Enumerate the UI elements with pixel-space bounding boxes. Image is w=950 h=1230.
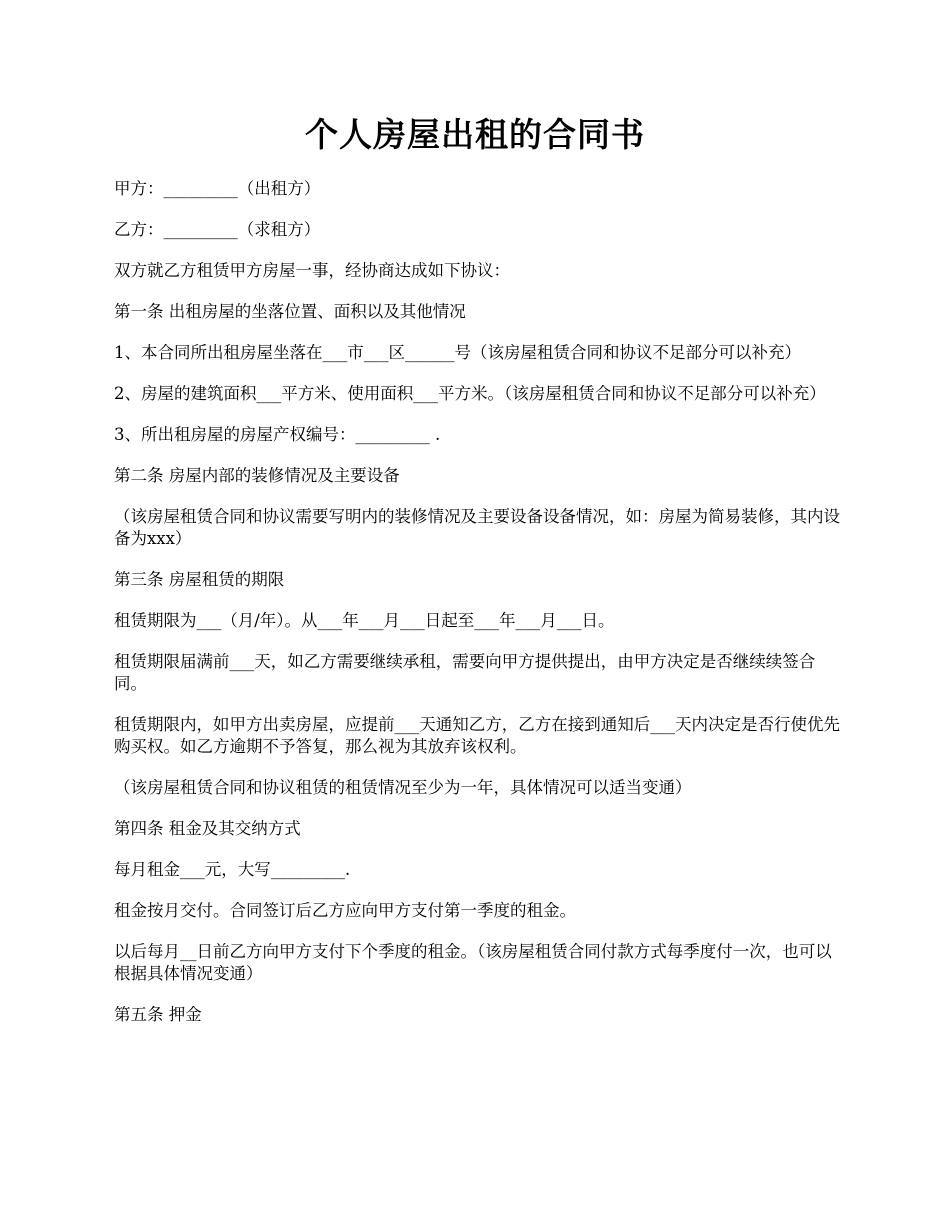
- article-4-heading: 第四条 租金及其交纳方式: [114, 819, 301, 838]
- article-3-note: （该房屋租赁合同和协议租赁的租赁情况至少为一年，具体情况可以适当变通）: [114, 778, 692, 797]
- article-4-monthly-rent: 每月租金___元，大写_________.: [114, 860, 351, 879]
- article-1-heading: 第一条 出租房屋的坐落位置、面积以及其他情况: [114, 302, 466, 321]
- party-a-line: 甲方：_________（出租方）: [114, 179, 321, 198]
- document-body: [114, 178, 844, 1045]
- document-title: 个人房屋出租的合同书: [305, 115, 645, 154]
- article-2-heading: 第二条 房屋内部的装修情况及主要设备: [114, 466, 400, 485]
- article-1-item-1: 1、本合同所出租房屋坐落在___市___区______号（该房屋租赁合同和协议不足部分可以补充）: [114, 343, 801, 362]
- article-3-renewal: 租赁期限届满前___天，如乙方需要继续承租，需要向甲方提供提出，由甲方决定是否继续续签合同。: [114, 652, 816, 693]
- article-2-note: （该房屋租赁合同和协议需要写明内的装修情况及主要设备设备情况，如：房屋为简易装修，其内设备为xxx）: [114, 507, 840, 548]
- article-3-heading: 第三条 房屋租赁的期限: [114, 570, 285, 589]
- article-1-item-2: 2、房屋的建筑面积___平方米、使用面积___平方米。（该房屋租赁合同和协议不足部分可以补充）: [114, 384, 826, 403]
- article-5-heading: 第五条 押金: [114, 1005, 202, 1024]
- agreement-intro: 双方就乙方租赁甲方房屋一事，经协商达成如下协议：: [114, 261, 510, 280]
- article-3-term: 租赁期限为___（月/年）。从___年___月___日起至___年___月___日。: [114, 611, 615, 630]
- article-4-schedule: 以后每月__日前乙方向甲方支付下个季度的租金。（该房屋租赁合同付款方式每季度付一次，也可以根据具体情况变通）: [114, 942, 832, 983]
- party-b-line: 乙方：_________（求租方）: [114, 220, 321, 239]
- article-3-sale: 租赁期限内，如甲方出卖房屋，应提前___天通知乙方，乙方在接到通知后___天内决定是否行使优先购买权。如乙方逾期不予答复，那么视为其放弃该权利。: [114, 715, 840, 756]
- article-1-item-3: 3、所出租房屋的房屋产权编号：_________ .: [114, 425, 441, 444]
- article-4-payment: 租金按月交付。合同签订后乙方应向甲方支付第一季度的租金。: [114, 901, 576, 920]
